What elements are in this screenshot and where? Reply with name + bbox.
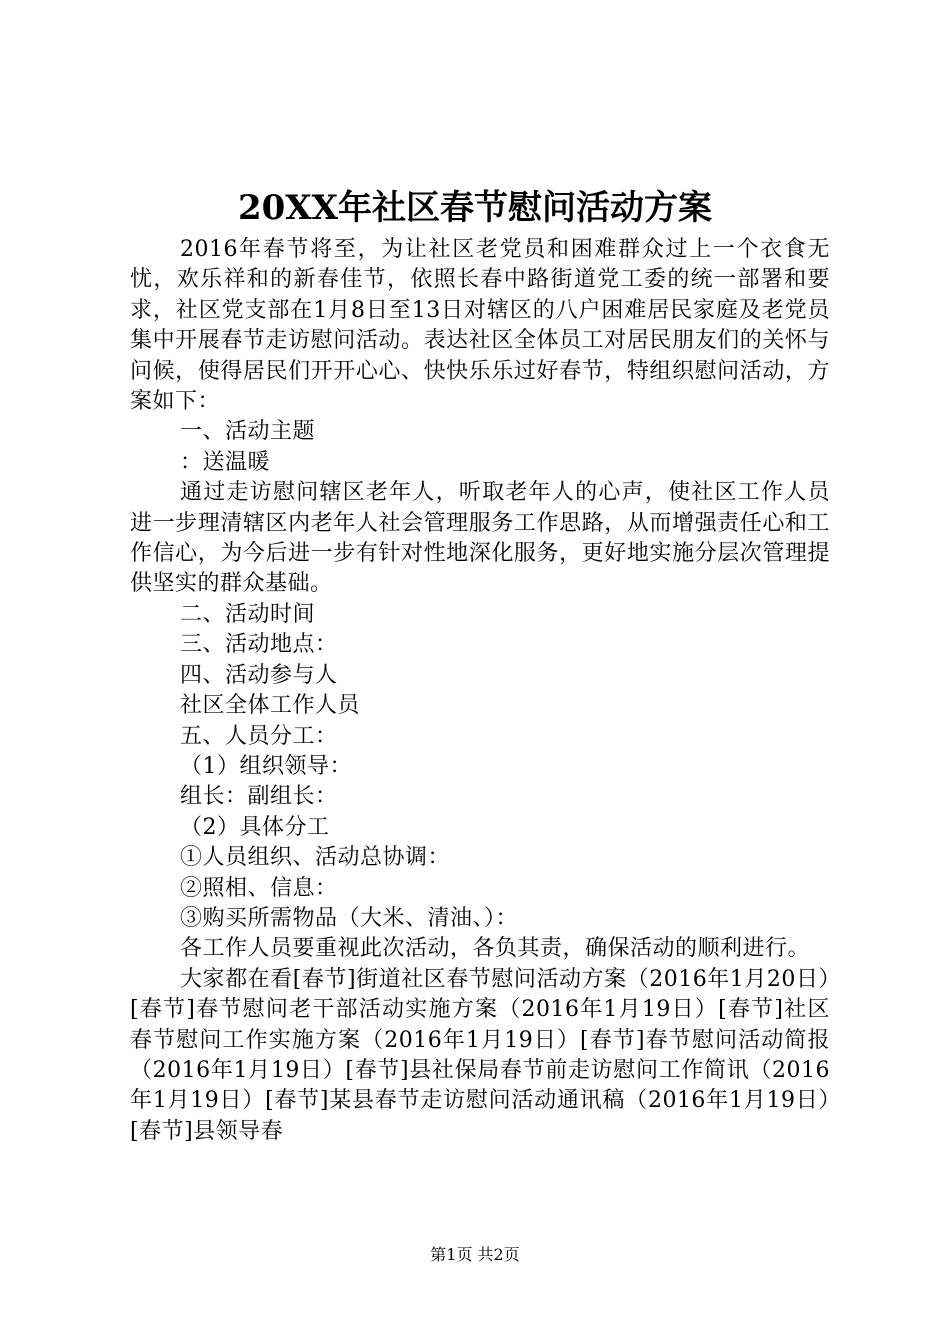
section-heading-time: 二、活动时间 bbox=[180, 601, 316, 627]
task-item: ②照相、信息： bbox=[180, 875, 338, 901]
page-footer: 第1页 共2页 bbox=[430, 1245, 520, 1264]
closing-paragraph: 各工作人员要重视此次活动，各负其责，确保活动的顺利进行。 bbox=[180, 936, 811, 962]
related-articles-paragraph: 大家都在看[春节]街道社区春节慰问活动方案（2016年1月20日）[春节]春节慰问老干部活动实施方案（2016年1月19日）[春节]社区春节慰问工作实施方案（2016年1月19日）[春节]春节慰问活动简报（2016年1月19日）[春节]县社保局春节前走访慰问工作简讯（2016年1月19日）[春节]某县春节走访慰问活动通讯稿（2016年1月19日）[春节]县领导春 bbox=[130, 966, 830, 1144]
theme-text: ：送温暖 bbox=[180, 449, 271, 475]
section-heading-division: 五、人员分工： bbox=[180, 723, 338, 749]
document-body bbox=[130, 235, 830, 1147]
section-heading-location: 三、活动地点： bbox=[180, 632, 338, 658]
task-item: ③购买所需物品（大米、清油、）： bbox=[180, 905, 519, 931]
purpose-paragraph: 通过走访慰问辖区老年人，听取老年人的心声，使社区工作人员进一步理清辖区内老年人社会管理服务工作思路，从而增强责任心和工作信心，为今后进一步有针对性地深化服务，更好地实施分层次管理提供坚实的群众基础。 bbox=[130, 480, 830, 597]
subheading-leadership: （1）组织领导： bbox=[180, 753, 352, 779]
intro-paragraph: 2016年春节将至，为让社区老党员和困难群众过上一个衣食无忧，欢乐祥和的新春佳节，依照长春中路街道党工委的统一部署和要求，社区党支部在1月8日至13日对辖区的八户困难居民家庭及老党员集中开展春节走访慰问活动。表达社区全体员工对居民朋友们的关怀与问候，使得居民们开开心心、快快乐乐过好春节，特组织慰问活动，方案如下： bbox=[130, 237, 830, 415]
document-title: 20XX年社区春节慰问活动方案 bbox=[237, 188, 713, 228]
section-heading-theme: 一、活动主题 bbox=[180, 419, 316, 445]
section-heading-participants: 四、活动参与人 bbox=[180, 662, 338, 688]
subheading-tasks: （2）具体分工 bbox=[180, 814, 330, 840]
task-item: ①人员组织、活动总协调： bbox=[180, 845, 451, 871]
participants-text: 社区全体工作人员 bbox=[180, 693, 361, 719]
leader-line: 组长：副组长： bbox=[180, 784, 338, 810]
